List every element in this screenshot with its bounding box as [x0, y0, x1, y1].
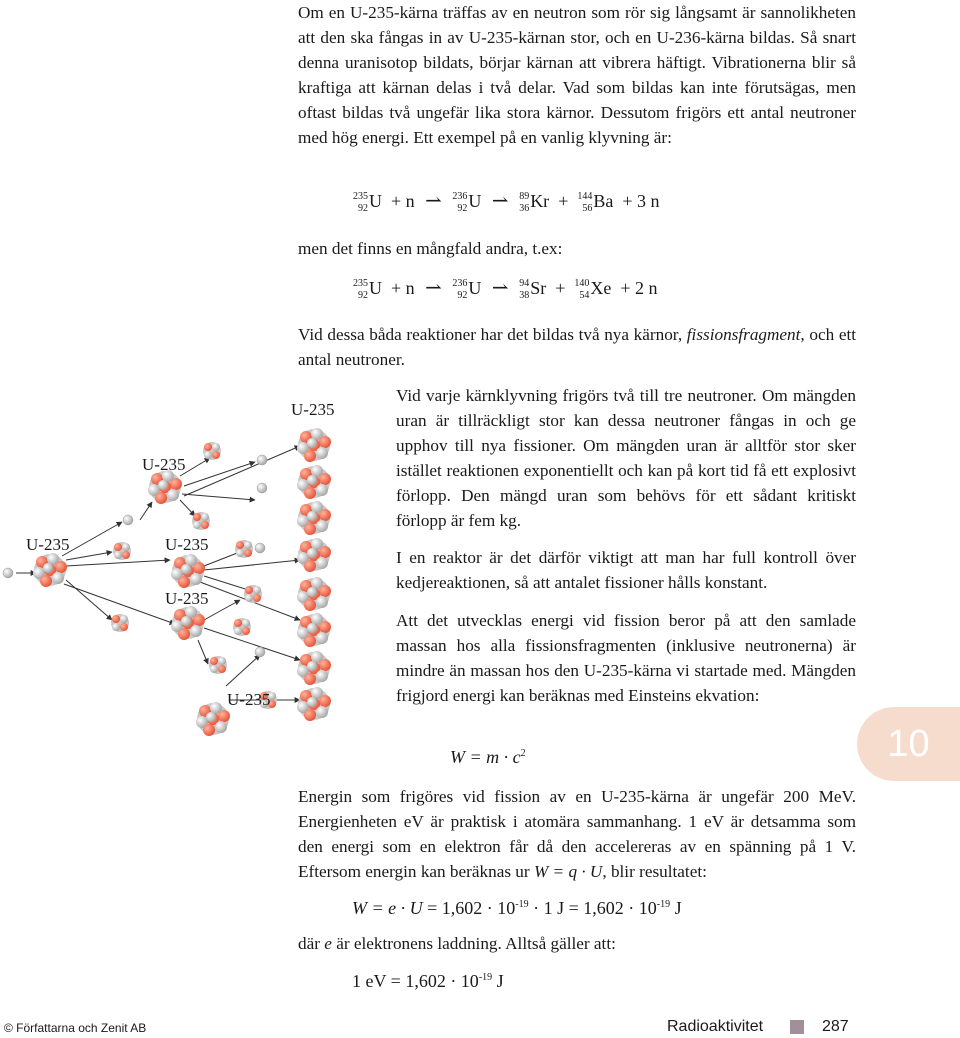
u235-label: U-235 — [26, 535, 70, 554]
paragraph-2: men det finns en mångfald andra, t.ex: — [298, 239, 563, 258]
paragraph-7: Energin som frigöres vid fission av en U-235-kärna är ungefär 200 MeV. Energienheten eV är praktisk i atomära sammanhang. 1 eV är detsamma som den energi som en elektron får då den accelereras av en spänning på 1 V. Eftersom energin kan beräknas ur W = q · U, blir resultatet: — [298, 787, 856, 881]
paragraph-8: där e är elektronens laddning. Alltså gäller att: — [298, 934, 616, 953]
u235-label: U-235 — [291, 400, 335, 419]
reaction-2: 235 92 U + n ⇀ 236 92 U ⇀ 94 38 Sr + 140 54 Xe + 2 n — [353, 277, 658, 301]
section-name: Radioaktivitet — [667, 1018, 764, 1035]
u235-label: U-235 — [165, 589, 209, 608]
page-number: 287 — [822, 1018, 849, 1035]
ev-formula: $W = e \cdot U = 1,602 \cdot 10^{-19} \cdot 1$ $J = 1,602 \cdot 10^{-19}$ J — [352, 898, 682, 918]
u235-label: U-235 — [227, 690, 271, 709]
ev-result: 1 eV = $1,602 \cdot 10^{-19}$ J — [352, 971, 504, 991]
einstein-equation: $W = m \cdot c^2$ — [450, 747, 526, 767]
paragraph-6: Att det utvecklas energi vid fission beror på att den samlade massan hos alla fissionsfragmenten (inklusive neutronerna) är mindre än massan hos den U-235-kärna vi startade med. Mängden frigjord energi kan beräknas med Einsteins ekvation: — [396, 611, 856, 705]
arrow-icon: ⇀ — [491, 190, 509, 212]
arrow-icon: ⇀ — [425, 277, 442, 299]
arrow-icon: ⇀ — [491, 277, 509, 299]
paragraph-5: I en reaktor är det därför viktigt att man har full kontroll över kedjereaktionen, så att antalet fissioner hålls konstant. — [396, 548, 856, 592]
footer-square — [790, 1020, 804, 1034]
reaction-1: 235 92 U + n ⇀ 236 92 U ⇀ 89 36 Kr + 144 56 Ba + 3 n — [353, 190, 660, 214]
paragraph-4: Vid varje kärnklyvning frigörs två till tre neutroner. Om mängden uran är tillräckligt stor kan dessa neutroner fångas in och ge upphov till nya fissioner. Om mängden uran är alltför stor sker istället reaktionen exponentiellt och kan på kort tid få ett explosivt förlopp. Den mängd uran som behövs för ett sådant kritiskt förlopp är fem kg. — [396, 386, 856, 530]
intro-paragraph: Om en U-235-kärna träffas av en neutron som rör sig långsamt är sannolikheten att den ska fångas in av U-235-kärnan stor, och en U-236-kärna bildas. Så snart denna uranisotop bildats, börjar kärnan att vibrera häftigt. Vibrationerna blir så kraftiga att kärnan delas i två delar. Vad som bildas kan inte förutsägas, men oftast bildas två ungefär lika stora kärnor. Dessutom frigörs ett antal neutroner med hög energi. Ett exempel på en vanlig klyvning är: — [298, 3, 856, 147]
arrow-icon: ⇀ — [425, 190, 442, 212]
copyright: © Författarna och Zenit AB — [4, 1021, 147, 1035]
paragraph-3: Vid dessa båda reaktioner har det bildas två nya kärnor, fissionsfragment, och ett antal neutroner. — [298, 325, 856, 369]
chapter-tab: 10 — [857, 707, 960, 781]
u235-label: U-235 — [142, 455, 186, 474]
chain-reaction-diagram — [0, 380, 390, 760]
u235-label: U-235 — [165, 535, 209, 554]
